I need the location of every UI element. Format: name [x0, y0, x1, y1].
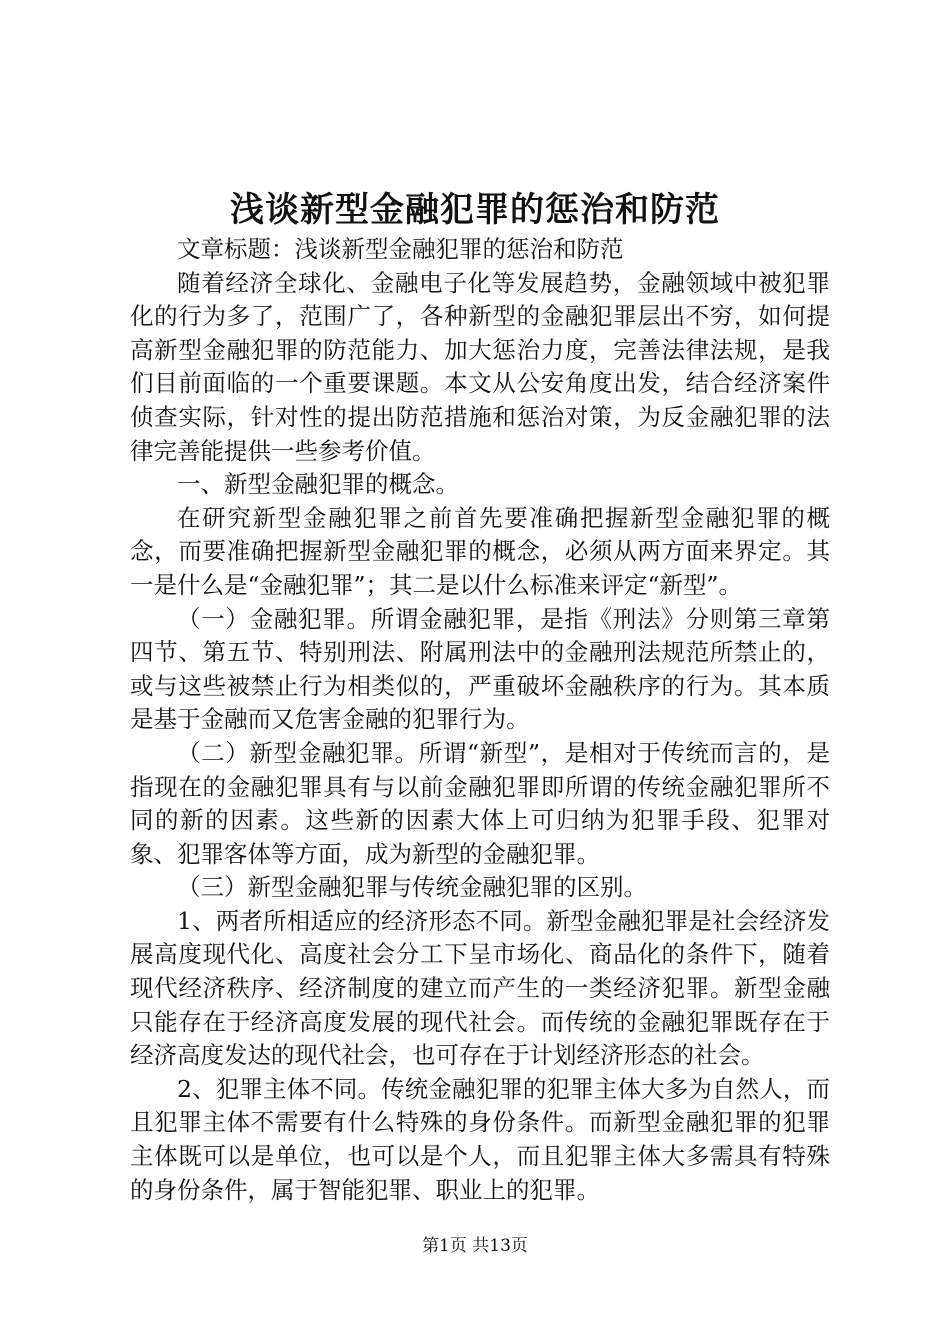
document-body: [130, 233, 830, 1207]
difference-point-2: 2、犯罪主体不同。传统金融犯罪的犯罪主体大多为自然人，而且犯罪主体不需要有什么特殊的身份条件。而新型金融犯罪的犯罪主体既可以是单位，也可以是个人，而且犯罪主体大多需具有特殊的身份条件，属于智能犯罪、职业上的犯罪。: [130, 1074, 830, 1204]
intro-paragraph: 随着经济全球化、金融电子化等发展趋势，金融领域中被犯罪化的行为多了，范围广了，各种新型的金融犯罪层出不穷，如何提高新型金融犯罪的防范能力、加大惩治力度，完善法律法规，是我们目前面临的一个重要课题。本文从公安角度出发，结合经济案件侦查实际，针对性的提出防范措施和惩治对策，为反金融犯罪的法律完善能提供一些参考价值。: [130, 268, 830, 465]
subsection-new-type-crime: （二）新型金融犯罪。所谓“新型”，是相对于传统而言的，是指现在的金融犯罪具有与以前金融犯罪即所谓的传统金融犯罪所不同的新的因素。这些新的因素大体上可归纳为犯罪手段、犯罪对象、犯罪客体等方面，成为新型的金融犯罪。: [130, 738, 830, 868]
subsection-financial-crime: （一）金融犯罪。所谓金融犯罪，是指《刑法》分则第三章第四节、第五节、特别刑法、附属刑法中的金融刑法规范所禁止的，或与这些被禁止行为相类似的，严重破坏金融秩序的行为。其本质是基于金融而又危害金融的犯罪行为。: [130, 604, 830, 734]
page-number-footer: 第1页 共13页: [422, 1236, 528, 1256]
article-title-line: 文章标题：浅谈新型金融犯罪的惩治和防范: [177, 235, 624, 263]
document-title: 浅谈新型金融犯罪的惩治和防范: [230, 190, 720, 230]
difference-point-1: 1、两者所相适应的经济形态不同。新型金融犯罪是社会经济发展高度现代化、高度社会分工下呈市场化、商品化的条件下，随着现代经济秩序、经济制度的建立而产生的一类经济犯罪。新型金融只能存在于经济高度发展的现代社会。而传统的金融犯罪既存在于经济高度发达的现代社会，也可存在于计划经济形态的社会。: [130, 906, 830, 1070]
subsection-differences-heading: （三）新型金融犯罪与传统金融犯罪的区别。: [177, 873, 647, 902]
section-heading-1: 一、新型金融犯罪的概念。: [177, 470, 459, 499]
concept-paragraph: 在研究新型金融犯罪之前首先要准确把握新型金融犯罪的概念，而要准确把握新型金融犯罪的概念，必须从两方面来界定。其一是什么是“金融犯罪”；其二是以什么标准来评定“新型”。: [130, 503, 830, 599]
